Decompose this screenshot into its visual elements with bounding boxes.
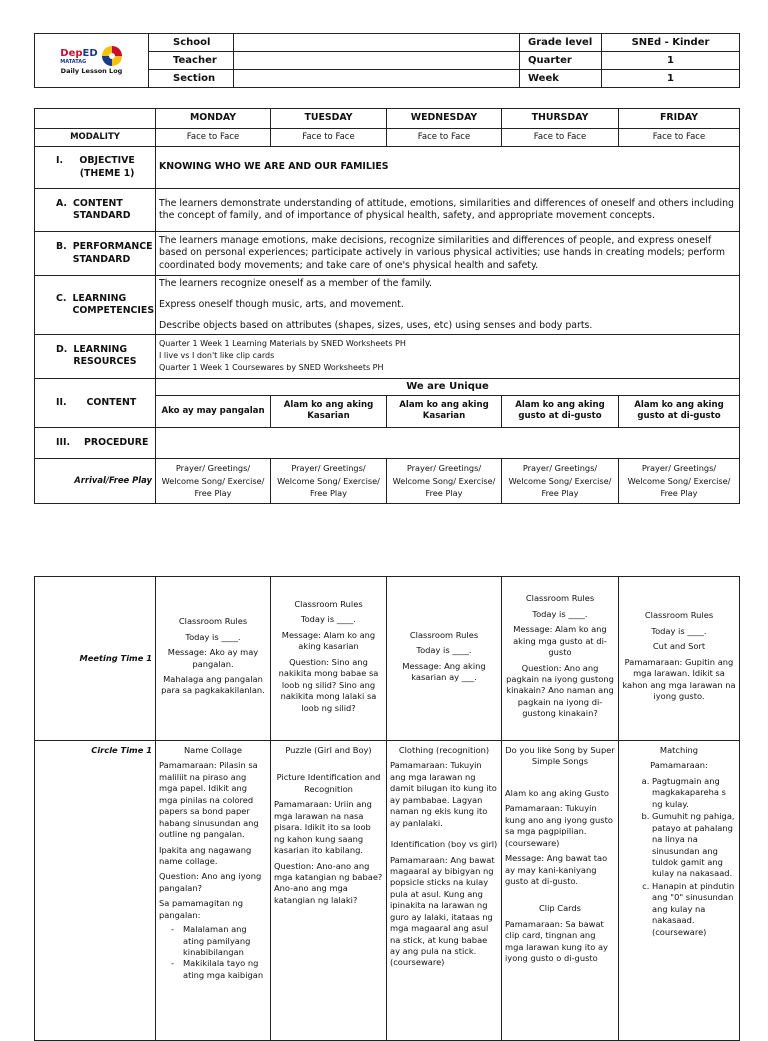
list-item: - Malalaman ang ating pamilyang kinabibilangan (183, 924, 267, 958)
grade-level-value: SNEd - Kinder (602, 34, 740, 52)
resources-label: D. LEARNING RESOURCES (35, 334, 156, 378)
activity-title: Cut and Sort (652, 641, 706, 652)
classroom-rules: Classroom Rules (178, 616, 248, 627)
procedure-value (156, 427, 740, 458)
competency-item: Express oneself though music, arts, and movement. (159, 298, 404, 310)
logo-cell (35, 34, 149, 88)
question: Question: Ano ang iyong pangalan? (159, 871, 262, 893)
day-header: FRIDAY (619, 109, 740, 129)
modality-value: Face to Face (387, 129, 502, 147)
arrival-value: Prayer/ Greetings/ Welcome Song/ Exercise/ Free Play (619, 458, 740, 503)
arrival-value: Prayer/ Greetings/ Welcome Song/ Exercise/ Free Play (387, 458, 502, 503)
deped-logo: DepED (60, 48, 98, 60)
school-label: School (149, 34, 234, 52)
teacher-value (234, 52, 520, 70)
teacher-label: Teacher (149, 52, 234, 70)
content-standard-value: The learners demonstrate understanding of attitude, emotions, similarities and differences of oneself and others including the concept of family, and of importance of physical health, safety, and appropriate movement concepts. (156, 189, 740, 232)
list-item: a. Pagtugmain ang magkakapareha s ng kulay. (652, 776, 736, 810)
activity-subtitle: Identification (boy vs girl) (390, 839, 498, 850)
resource-item: I live vs I don't like clip cards (159, 351, 275, 361)
circle-time-thu (502, 741, 619, 1041)
performance-standard-label: B. PERFORMANCE STANDARD (35, 232, 156, 276)
question: Question: Ano-ano ang mga katangian ng babae? Ano-ano ang mga katangian ng lalaki? (274, 860, 383, 905)
performance-standard-value: The learners manage emotions, make decisions, recognize similarities and differences of people, and express oneself based on personal experiences; participate actively in various physical activities; use hands in creating models; perform coordinated body movements; and take care of one's physical health and safety. (156, 232, 740, 276)
week-label: Week (520, 70, 602, 88)
objective-value: KNOWING WHO WE ARE AND OUR FAMILIES (156, 147, 740, 189)
competency-item: Describe objects based on attributes (shapes, sizes, uses, etc) using senses and body parts. (159, 319, 593, 331)
arrival-value: Prayer/ Greetings/ Welcome Song/ Exercise/ Free Play (271, 458, 387, 503)
message: Message: Ang aking kasarian ay ___. (402, 660, 486, 682)
modality-label: MODALITY (35, 129, 156, 147)
arrival-value: Prayer/ Greetings/ Welcome Song/ Exercise/ Free Play (502, 458, 619, 503)
meeting-time-wed (387, 577, 502, 741)
list-item: - Makikilala tayo ng ating mga kaibigan (183, 958, 267, 981)
list-item: c. Hanapin at pindutin ang "0" sinusundan ang kulay na nakasaad. (courseware) (652, 881, 736, 938)
modality-value: Face to Face (619, 129, 740, 147)
activity-title: Clothing (recognition) (398, 745, 490, 755)
question: Question: Ano ang pagkain na iyong gustong kinakain? Ano naman ang pagkain na iyong di-gustong kinakain? (506, 662, 614, 719)
circle-time-tue (271, 741, 387, 1041)
corner-cell (35, 109, 156, 129)
today-is: Today is ____. (532, 608, 588, 619)
instruction-text: Ipakita ang nagawang name collage. (159, 844, 252, 866)
objective-label: I. OBJECTIVE (THEME 1) (35, 147, 156, 189)
competencies-value (156, 276, 740, 335)
question: Question: Sino ang nakikita mong babae sa loob ng silid? Sino ang nakikita mong lalaki sa loob ng silid? (278, 656, 379, 713)
grade-level-label: Grade level (520, 34, 602, 52)
message: Message: Alam ko ang aking mga gusto at di-gusto (513, 624, 607, 658)
activity-title: Puzzle (Girl and Boy) (285, 745, 372, 755)
instruction-text: Sa pamamagitan ng pangalan: (159, 898, 244, 920)
activity-subtitle: Pamamaraan: (650, 760, 708, 771)
activity-subtitle: Clip Cards (538, 903, 582, 914)
meeting-time-fri (619, 577, 740, 741)
content-theme: We are Unique (156, 378, 740, 395)
daily-lesson-log-title: Daily Lesson Log (60, 67, 123, 76)
circle-time-mon (156, 741, 271, 1041)
competencies-label: C. LEARNING COMPETENCIES (35, 276, 156, 335)
quarter-value: 1 (602, 52, 740, 70)
classroom-rules: Classroom Rules (644, 610, 714, 621)
today-is: Today is ____. (185, 631, 241, 642)
modality-value: Face to Face (502, 129, 619, 147)
meeting-time-tue (271, 577, 387, 741)
procedure-text: Pamamaraan: Uriin ang mga larawan na nasa pisara. Idikit ito sa loob ng kahon kung saang kasarian ito kabilang. (274, 799, 372, 856)
day-header: WEDNESDAY (387, 109, 502, 129)
procedure-text: Pamamaraan: Sa bawat clip card, tingnan ang mga larawan kung ito ay iyong gusto o di-gusto (505, 918, 608, 964)
bagong-pilipinas-seal-icon (101, 45, 123, 67)
note: Mahalaga ang pangalan para sa pagkakakilanlan. (161, 673, 265, 696)
procedure-label: III. PROCEDURE (35, 427, 156, 458)
arrival-label: Arrival/Free Play (35, 458, 156, 503)
content-topic: Ako ay may pangalan (156, 395, 271, 427)
resources-value (156, 334, 740, 378)
meeting-time-thu (502, 577, 619, 741)
classroom-rules: Classroom Rules (294, 599, 363, 610)
activity-title: Name Collage (183, 745, 243, 755)
activity-subtitle: Alam ko ang aking Gusto (505, 787, 609, 798)
day-header: THURSDAY (502, 109, 619, 129)
content-topic: Alam ko ang aking Kasarian (271, 395, 387, 427)
section-value (234, 70, 520, 88)
day-header: MONDAY (156, 109, 271, 129)
week-value: 1 (602, 70, 740, 88)
activity-title: Do you like Song by Super Simple Songs (505, 745, 615, 767)
message: Message: Ang bawat tao ay may kani-kaniyang gusto at di-gusto. (505, 853, 608, 886)
content-topic: Alam ko ang aking gusto at di-gusto (619, 395, 740, 427)
procedure-text: Pamamaraan: Tukuyin ang mga larawan ng damit bilugan ito kung ito ay pambabae. Lagyan naman ng ekis kung ito ay panlalaki. (390, 760, 497, 828)
classroom-rules: Classroom Rules (525, 593, 595, 604)
arrival-value: Prayer/ Greetings/ Welcome Song/ Exercise/ Free Play (156, 458, 271, 503)
content-standard-label: A. CONTENT STANDARD (35, 189, 156, 232)
modality-value: Face to Face (271, 129, 387, 147)
activity-subtitle: Picture Identification and Recognition (276, 772, 381, 794)
modality-value: Face to Face (156, 129, 271, 147)
header-table (34, 33, 740, 88)
school-value (234, 34, 520, 52)
procedure-text: Pamamaraan: Pilasin sa maliliit na piraso ang mga papel. Idikit ang mga pinilas na colored papers sa bond paper habang sinusundan ang outline ng pangalan. (159, 760, 259, 840)
today-is: Today is ____. (416, 645, 472, 656)
message: Message: Ako ay may pangalan. (167, 647, 259, 669)
resource-item: Quarter 1 Week 1 Learning Materials by SNED Worksheets PH (159, 339, 406, 349)
ordered-list (622, 776, 736, 938)
circle-time-wed (387, 741, 502, 1041)
day-header: TUESDAY (271, 109, 387, 129)
message: Message: Alam ko ang aking kasarian (281, 629, 376, 652)
procedure-text: Pamamaraan: Tukuyin kung ano ang iyong gusto sa mga pagpipilian. (courseware) (505, 803, 613, 848)
circle-time-fri (619, 741, 740, 1041)
resource-item: Quarter 1 Week 1 Coursewares by SNED Worksheets PH (159, 363, 384, 373)
today-is: Today is ____. (300, 614, 357, 625)
matatag-logo: MATATAG (60, 59, 87, 66)
quarter-label: Quarter (520, 52, 602, 70)
today-is: Today is ____. (651, 625, 707, 636)
activity-title: Matching (659, 745, 699, 755)
section-label: Section (149, 70, 234, 88)
meeting-time-mon (156, 577, 271, 741)
procedure-table (34, 576, 740, 1041)
bullet-list (159, 924, 267, 981)
content-label: II. CONTENT (35, 378, 156, 427)
content-topic: Alam ko ang aking Kasarian (387, 395, 502, 427)
procedure-text: Pamamaraan: Gupitin ang mga larawan. Idikit sa kahon ang mga larawan na iyong gusto. (622, 656, 736, 702)
classroom-rules: Classroom Rules (409, 629, 479, 640)
lesson-table (34, 108, 740, 504)
meeting-time-label: Meeting Time 1 (35, 577, 156, 741)
content-topic: Alam ko ang aking gusto at di-gusto (502, 395, 619, 427)
circle-time-label: Circle Time 1 (35, 741, 156, 1041)
competency-item: The learners recognize oneself as a member of the family. (159, 278, 432, 289)
list-item: b. Gumuhit ng pahiga, patayo at pahalang na linya na sinusundan ang tuldok gamit ang kulay na nakasaad. (652, 811, 736, 880)
procedure-text: Pamamaraan: Ang bawat magaaral ay bibigyan ng popsicle sticks na kulay pula at asul. Kung ang ipinakita na larawan ng guro ay lalaki, itataas ng mga magaaral ang asul na stick, at kung babae ay ang pula na stick. (courseware) (390, 854, 495, 968)
